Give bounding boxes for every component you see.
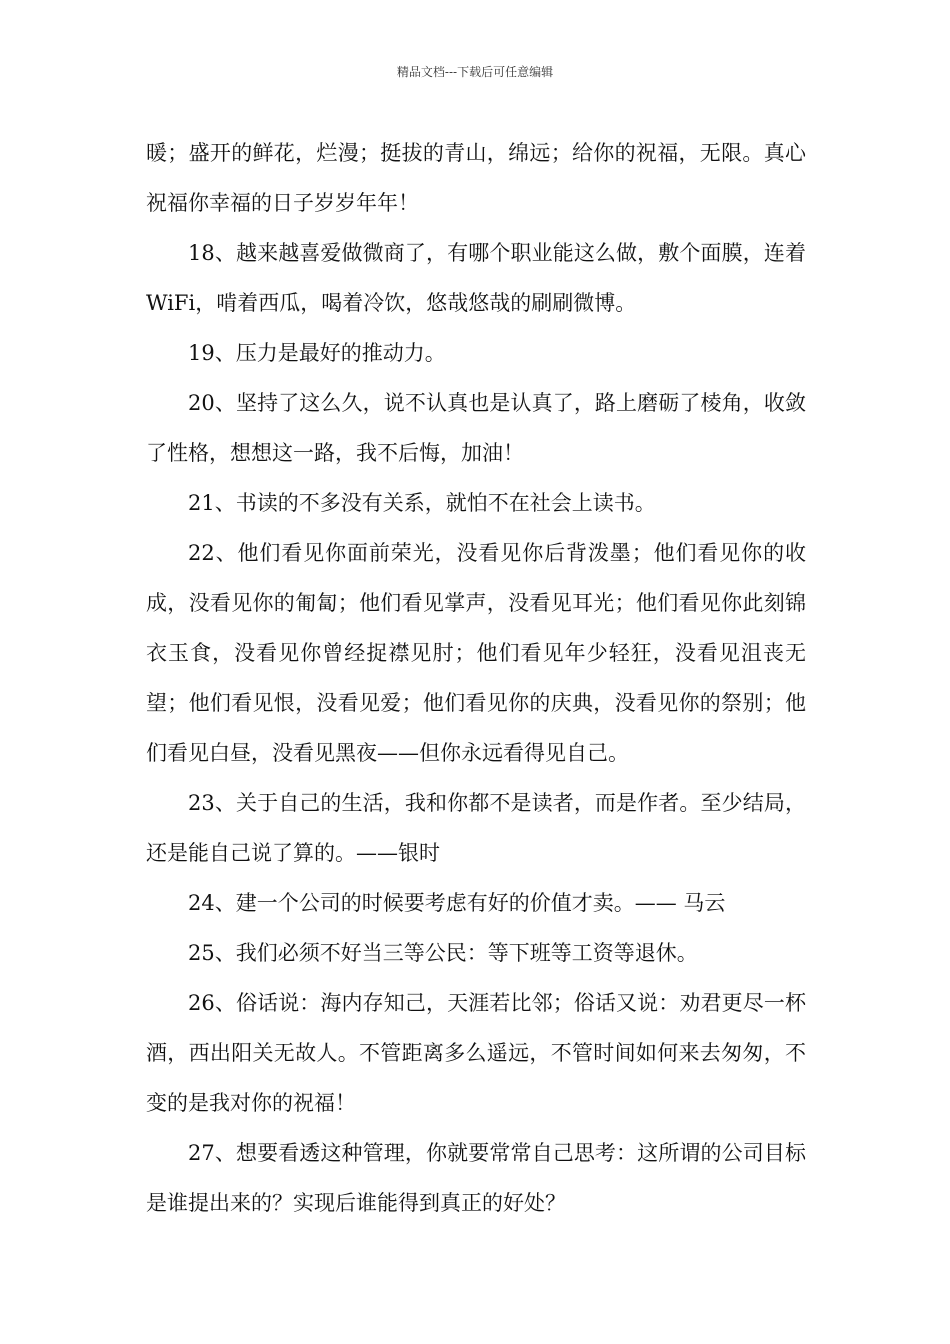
paragraph-26: 26、俗话说：海内存知己，天涯若比邻；俗话又说：劝君更尽一杯酒，西出阳关无故人。不管距离多么遥远，不管时间如何来去匆匆，不变的是我对你的祝福！ bbox=[146, 991, 806, 1115]
paragraph-27: 27、想要看透这种管理，你就要常常自己思考：这所谓的公司目标是谁提出来的？实现后谁能得到真正的好处？ bbox=[146, 1141, 806, 1215]
paragraph-19: 19、压力是最好的推动力。 bbox=[188, 341, 446, 365]
paragraph-22: 22、他们看见你面前荣光，没看见你后背泼墨；他们看见你的收成，没看见你的匍匐；他们看见掌声，没看见耳光；他们看见你此刻锦衣玉食，没看见你曾经捉襟见肘；他们看见年少轻狂，没看见沮丧无望；他们看见恨，没看见爱；他们看见你的庆典，没看见你的祭别；他们看见白昼，没看见黑夜——但你永远看得见自己。 bbox=[146, 541, 806, 765]
paragraph-20: 20、坚持了这么久，说不认真也是认真了，路上磨砺了棱角，收敛了性格，想想这一路，我不后悔，加油！ bbox=[146, 391, 806, 465]
paragraph-18: 18、越来越喜爱做微商了，有哪个职业能这么做，敷个面膜，连着WiFi，啃着西瓜，喝着冷饮，悠哉悠哉的刷刷微博。 bbox=[146, 241, 806, 315]
paragraph-23: 23、关于自己的生活，我和你都不是读者，而是作者。至少结局，还是能自己说了算的。——银时 bbox=[146, 791, 806, 865]
paragraph-24: 24、建一个公司的时候要考虑有好的价值才卖。—— 马云 bbox=[188, 891, 726, 915]
page-header: 精品文档---下载后可任意编辑 bbox=[396, 65, 554, 79]
paragraph-continuation: 暖；盛开的鲜花，烂漫；挺拔的青山，绵远；给你的祝福，无限。真心祝福你幸福的日子岁岁年年！ bbox=[146, 141, 806, 215]
paragraph-21: 21、书读的不多没有关系，就怕不在社会上读书。 bbox=[188, 491, 656, 515]
paragraph-25: 25、我们必须不好当三等公民：等下班等工资等退休。 bbox=[188, 941, 698, 965]
document-body bbox=[146, 128, 806, 1228]
